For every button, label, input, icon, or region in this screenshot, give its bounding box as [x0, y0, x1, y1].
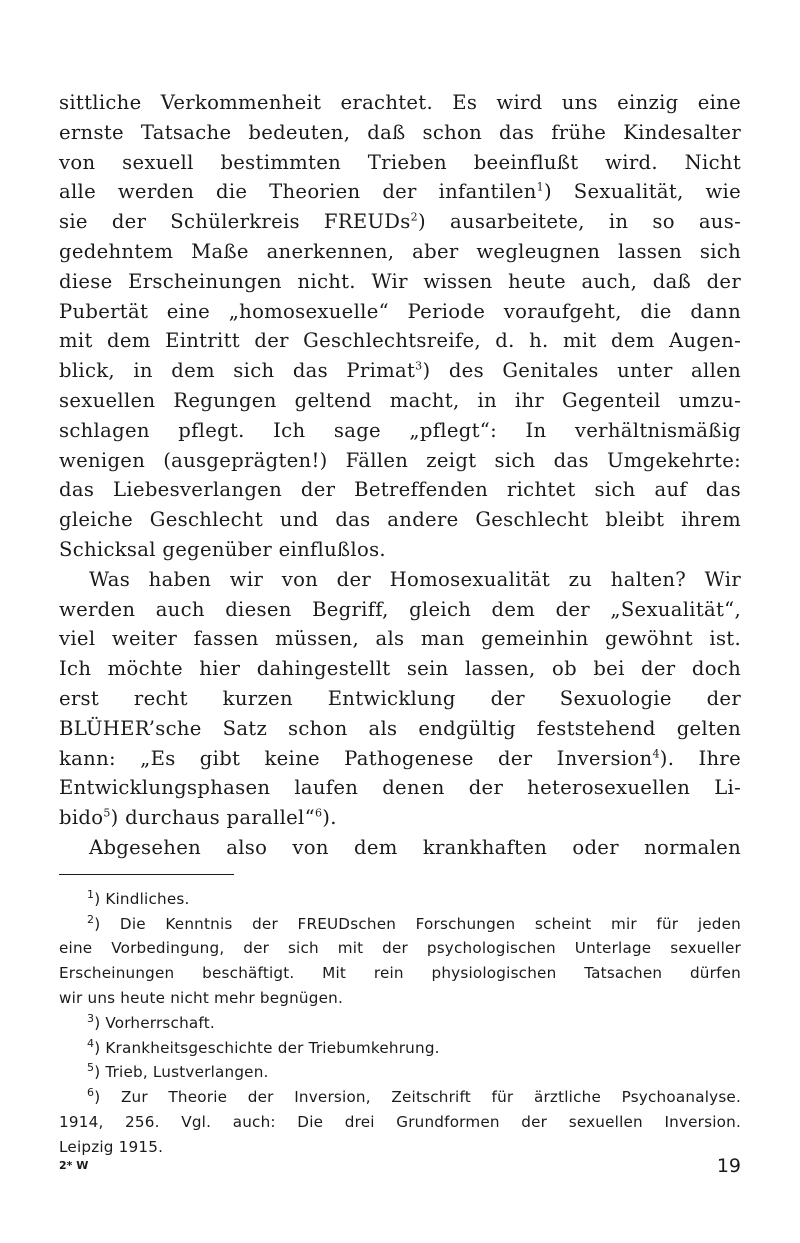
- text-line: Abgesehen also von dem krankhaften oder normalen: [89, 835, 741, 859]
- printer-signature: 2* W: [59, 1159, 89, 1172]
- text-line: blick, in dem sich das Primat$^3$) des Genitales unter allen: [59, 359, 741, 383]
- footnotes: [59, 887, 741, 1160]
- footnote-line: Erscheinungen beschäftigt. Mit rein physiologischen Tatsachen dürfen: [59, 964, 741, 983]
- footnote-line: wir uns heute nicht mehr begnügen.: [59, 988, 343, 1007]
- text-line: sittliche Verkommenheit erachtet. Es wird uns einzig eine: [59, 91, 741, 114]
- footnote: $^4$) Krankheitsgeschichte der Triebumkehrung.: [87, 1036, 440, 1057]
- page-number: 19: [716, 1155, 741, 1177]
- footnote: $^3$) Vorherrschaft.: [87, 1011, 215, 1032]
- text-line: mit dem Eintritt der Geschlechtsreife, d. h. mit dem Augen-: [59, 329, 741, 353]
- footnote-line: eine Vorbedingung, der sich mit der psychologischen Unterlage sexueller: [59, 939, 741, 958]
- footnote: $^2$) Die Kenntnis der FREUDschen Forschungen scheint mir für jeden: [87, 912, 741, 933]
- text-line: Schicksal gegenüber einflußlos.: [59, 537, 386, 561]
- footnote-ref: 3: [415, 359, 423, 373]
- footnote-ref: 6: [314, 806, 323, 820]
- main-text: [59, 88, 741, 863]
- page-content: [59, 88, 741, 1159]
- text-line: Was haben wir von der Homosexualität zu halten? Wir: [89, 567, 741, 591]
- page-footer: [59, 1155, 741, 1195]
- text-line: erst recht kurzen Entwicklung der Sexuologie der: [59, 686, 741, 710]
- footnote-ref: 4: [652, 747, 660, 760]
- text-line: kann: „Es gibt keine Pathogenese der Inversion$^4$). Ihre: [59, 746, 741, 770]
- footnote: $^5$) Trieb, Lustverlangen.: [87, 1061, 269, 1082]
- text-line: sie der Schülerkreis FREUDs$^2$) ausarbeitete, in so aus-: [59, 210, 742, 234]
- text-line: BLÜHER’sche Satz schon als endgültig feststehend gelten: [59, 716, 741, 740]
- footnote-line: Leipzig 1915.: [59, 1137, 164, 1156]
- text-line: sexuellen Regungen geltend macht, in ihr Gegenteil umzu-: [59, 388, 741, 412]
- text-line: Entwicklungsphasen laufen denen der heterosexuellen Li-: [59, 776, 741, 800]
- text-line: diese Erscheinungen nicht. Wir wissen heute auch, daß der: [59, 269, 741, 293]
- text-line: schlagen pflegt. Ich sage „pflegt“: In verhältnismäßig: [59, 418, 741, 442]
- text-line: gedehntem Maße anerkennen, aber wegleugnen lassen sich: [59, 239, 741, 263]
- footnote: $^6$) Zur Theorie der Inversion, Zeitschrift für ärztliche Psychoanalyse.: [87, 1086, 741, 1107]
- footnote-line: 1914, 256. Vgl. auch: Die drei Grundformen der sexuellen Inversion.: [59, 1112, 741, 1131]
- text-line: bido$^5$) durchaus parallel“$^6$).: [59, 806, 337, 830]
- footnote-ref: 5: [103, 806, 111, 820]
- text-line: ernste Tatsache bedeuten, daß schon das frühe Kindesalter: [59, 120, 741, 144]
- text-line: werden auch diesen Begriff, gleich dem der „Sexualität“,: [59, 597, 741, 621]
- text-line: wenigen (ausgeprägten!) Fällen zeigt sich das Umgekehrte:: [59, 448, 741, 472]
- text-line: von sexuell bestimmten Trieben beeinflußt wird. Nicht: [59, 150, 741, 174]
- text-line: Ich möchte hier dahingestellt sein lassen, ob bei der doch: [59, 657, 741, 681]
- text-line: gleiche Geschlecht und das andere Geschlecht bleibt ihrem: [59, 508, 741, 532]
- footnote-ref: 2: [410, 210, 418, 224]
- footnote-divider: [59, 874, 234, 875]
- text-line: alle werden die Theorien der infantilen$^1$) Sexualität, wie: [59, 180, 741, 204]
- footnote: $^1$) Kindliches.: [87, 887, 190, 908]
- footnote-ref: 1: [536, 180, 544, 194]
- text-line: viel weiter fassen müssen, als man gemeinhin gewöhnt ist.: [59, 627, 741, 651]
- text-line: das Liebesverlangen der Betreffenden richtet sich auf das: [59, 478, 741, 502]
- text-line: Pubertät eine „homosexuelle“ Periode voraufgeht, die dann: [59, 299, 741, 323]
